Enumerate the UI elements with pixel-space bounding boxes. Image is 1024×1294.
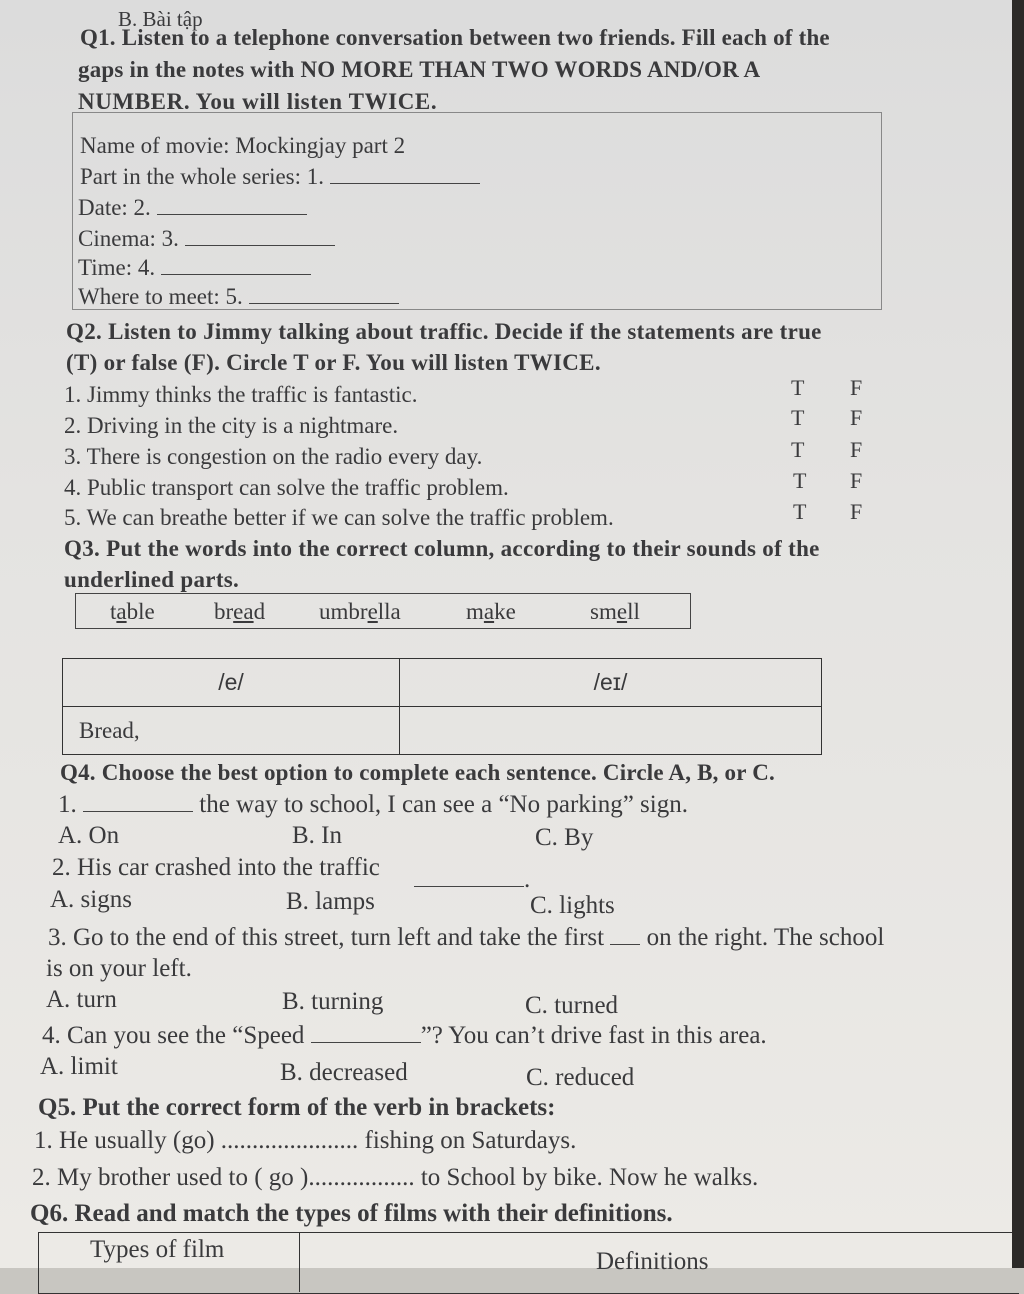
q2-t-3[interactable]: T bbox=[791, 437, 805, 462]
q4-s1-opt-a[interactable]: A. On bbox=[58, 822, 120, 849]
q4-s2-opt-c[interactable]: C. lights bbox=[530, 892, 615, 919]
q6-col-definitions: Definitions bbox=[596, 1248, 709, 1275]
q4-s3-opt-b[interactable]: B. turning bbox=[282, 988, 384, 1015]
q4-s4-opt-b[interactable]: B. decreased bbox=[280, 1059, 408, 1086]
q5-item-1: 1. He usually (go) ...................... fishing on Saturdays. bbox=[34, 1127, 577, 1154]
q3-instruction-line2: underlined parts. bbox=[64, 567, 240, 592]
q4-sentence-2: 2. His car crashed into the traffic bbox=[52, 854, 380, 881]
q2-item-2: 2. Driving in the city is a nightmare. bbox=[64, 413, 399, 438]
q6-table-divider bbox=[299, 1232, 300, 1292]
q2-f-2[interactable]: F bbox=[850, 405, 863, 430]
q3-col-ei: /eɪ/ bbox=[400, 659, 822, 707]
answer-blank-2[interactable] bbox=[157, 196, 307, 215]
q3-word-umbrella: umbrella bbox=[319, 599, 401, 624]
q4-blank-2[interactable] bbox=[414, 868, 524, 887]
q5-item-2: 2. My brother used to ( go )................. to School by bike. Now he walks. bbox=[32, 1164, 759, 1191]
section-header: B. Bài tập bbox=[118, 7, 203, 31]
q2-f-1[interactable]: F bbox=[850, 375, 863, 400]
answer-blank-4[interactable] bbox=[161, 256, 311, 275]
q4-s3-opt-c[interactable]: C. turned bbox=[525, 992, 619, 1019]
q1-note-part: Part in the whole series: 1. bbox=[80, 163, 480, 191]
q4-s1-opt-c[interactable]: C. By bbox=[535, 824, 594, 851]
q1-note-cinema: Cinema: 3. bbox=[78, 225, 335, 253]
answer-blank-5[interactable] bbox=[249, 285, 399, 304]
q1-note-time: Time: 4. bbox=[78, 254, 311, 282]
q1-instruction-line2: gaps in the notes with NO MORE THAN TWO WORDS AND/OR A bbox=[78, 57, 761, 82]
q1-note-date: Date: 2. bbox=[78, 194, 307, 222]
q4-sentence-3-line2: is on your left. bbox=[46, 955, 192, 982]
q5-blank-1[interactable]: ...................... bbox=[220, 1127, 359, 1154]
q4-instruction: Q4. Choose the best option to complete each sentence. Circle A, B, or C. bbox=[60, 760, 775, 785]
answer-blank-1[interactable] bbox=[330, 165, 480, 184]
q3-word-make: make bbox=[466, 599, 516, 624]
q5-instruction: Q5. Put the correct form of the verb in brackets: bbox=[38, 1094, 556, 1121]
q4-s4-opt-a[interactable]: A. limit bbox=[40, 1053, 118, 1080]
q4-sentence-4: 4. Can you see the “Speed ”? You can’t drive fast in this area. bbox=[42, 1022, 767, 1049]
q6-instruction: Q6. Read and match the types of films with their definitions. bbox=[30, 1200, 673, 1227]
answer-blank-3[interactable] bbox=[185, 227, 335, 246]
q2-item-4: 4. Public transport can solve the traffic problem. bbox=[64, 475, 509, 500]
q1-note-meet: Where to meet: 5. bbox=[78, 283, 399, 311]
q2-t-4[interactable]: T bbox=[793, 468, 807, 493]
q5-blank-2[interactable]: ................. bbox=[308, 1164, 415, 1191]
q1-note-movie: Name of movie: Mockingjay part 2 bbox=[80, 133, 406, 158]
q4-sentence-3: 3. Go to the end of this street, turn left and take the first on the right. The school bbox=[48, 924, 885, 951]
q2-t-1[interactable]: T bbox=[791, 375, 805, 400]
q3-word-table: table bbox=[110, 599, 155, 624]
q4-sentence-1: 1. the way to school, I can see a “No parking” sign. bbox=[58, 791, 688, 818]
q4-sentence-2-end: . bbox=[414, 866, 530, 894]
q1-instruction-line3: NUMBER. You will listen TWICE. bbox=[78, 89, 438, 114]
photo-dark-edge bbox=[1012, 0, 1024, 1268]
q2-instruction-line2: (T) or false (F). Circle T or F. You will listen TWICE. bbox=[66, 350, 601, 375]
q3-word-bread: bread bbox=[214, 599, 266, 624]
q2-f-5[interactable]: F bbox=[850, 499, 863, 524]
q3-cell-ei[interactable] bbox=[400, 707, 822, 755]
q2-f-3[interactable]: F bbox=[850, 437, 863, 462]
q3-instruction-line1: Q3. Put the words into the correct column, according to their sounds of the bbox=[64, 536, 820, 561]
q2-item-5: 5. We can breathe better if we can solve the traffic problem. bbox=[64, 505, 614, 530]
q4-s1-opt-b[interactable]: B. In bbox=[292, 822, 342, 849]
q2-item-1: 1. Jimmy thinks the traffic is fantastic. bbox=[64, 382, 418, 407]
q4-blank-4[interactable] bbox=[311, 1024, 421, 1043]
q2-f-4[interactable]: F bbox=[850, 468, 863, 493]
q1-instruction-line1: Q1. Listen to a telephone conversation between two friends. Fill each of the bbox=[80, 25, 830, 50]
q2-instruction-line1: Q2. Listen to Jimmy talking about traffic. Decide if the statements are true bbox=[66, 319, 822, 344]
q3-cell-e[interactable]: Bread, bbox=[63, 707, 400, 755]
q4-s3-opt-a[interactable]: A. turn bbox=[46, 986, 117, 1013]
q3-word-smell: smell bbox=[590, 599, 640, 624]
q4-s2-opt-a[interactable]: A. signs bbox=[50, 886, 132, 913]
q3-col-e: /e/ bbox=[63, 659, 400, 707]
q4-blank-1[interactable] bbox=[83, 793, 193, 812]
q6-col-types: Types of film bbox=[90, 1236, 225, 1263]
q4-s2-opt-b[interactable]: B. lamps bbox=[286, 888, 375, 915]
q3-sound-table bbox=[62, 658, 822, 755]
q2-t-2[interactable]: T bbox=[791, 405, 805, 430]
q4-s4-opt-c[interactable]: C. reduced bbox=[526, 1064, 635, 1091]
q2-t-5[interactable]: T bbox=[793, 499, 807, 524]
q2-item-3: 3. There is congestion on the radio every day. bbox=[64, 444, 483, 469]
q4-blank-3[interactable] bbox=[610, 926, 640, 945]
